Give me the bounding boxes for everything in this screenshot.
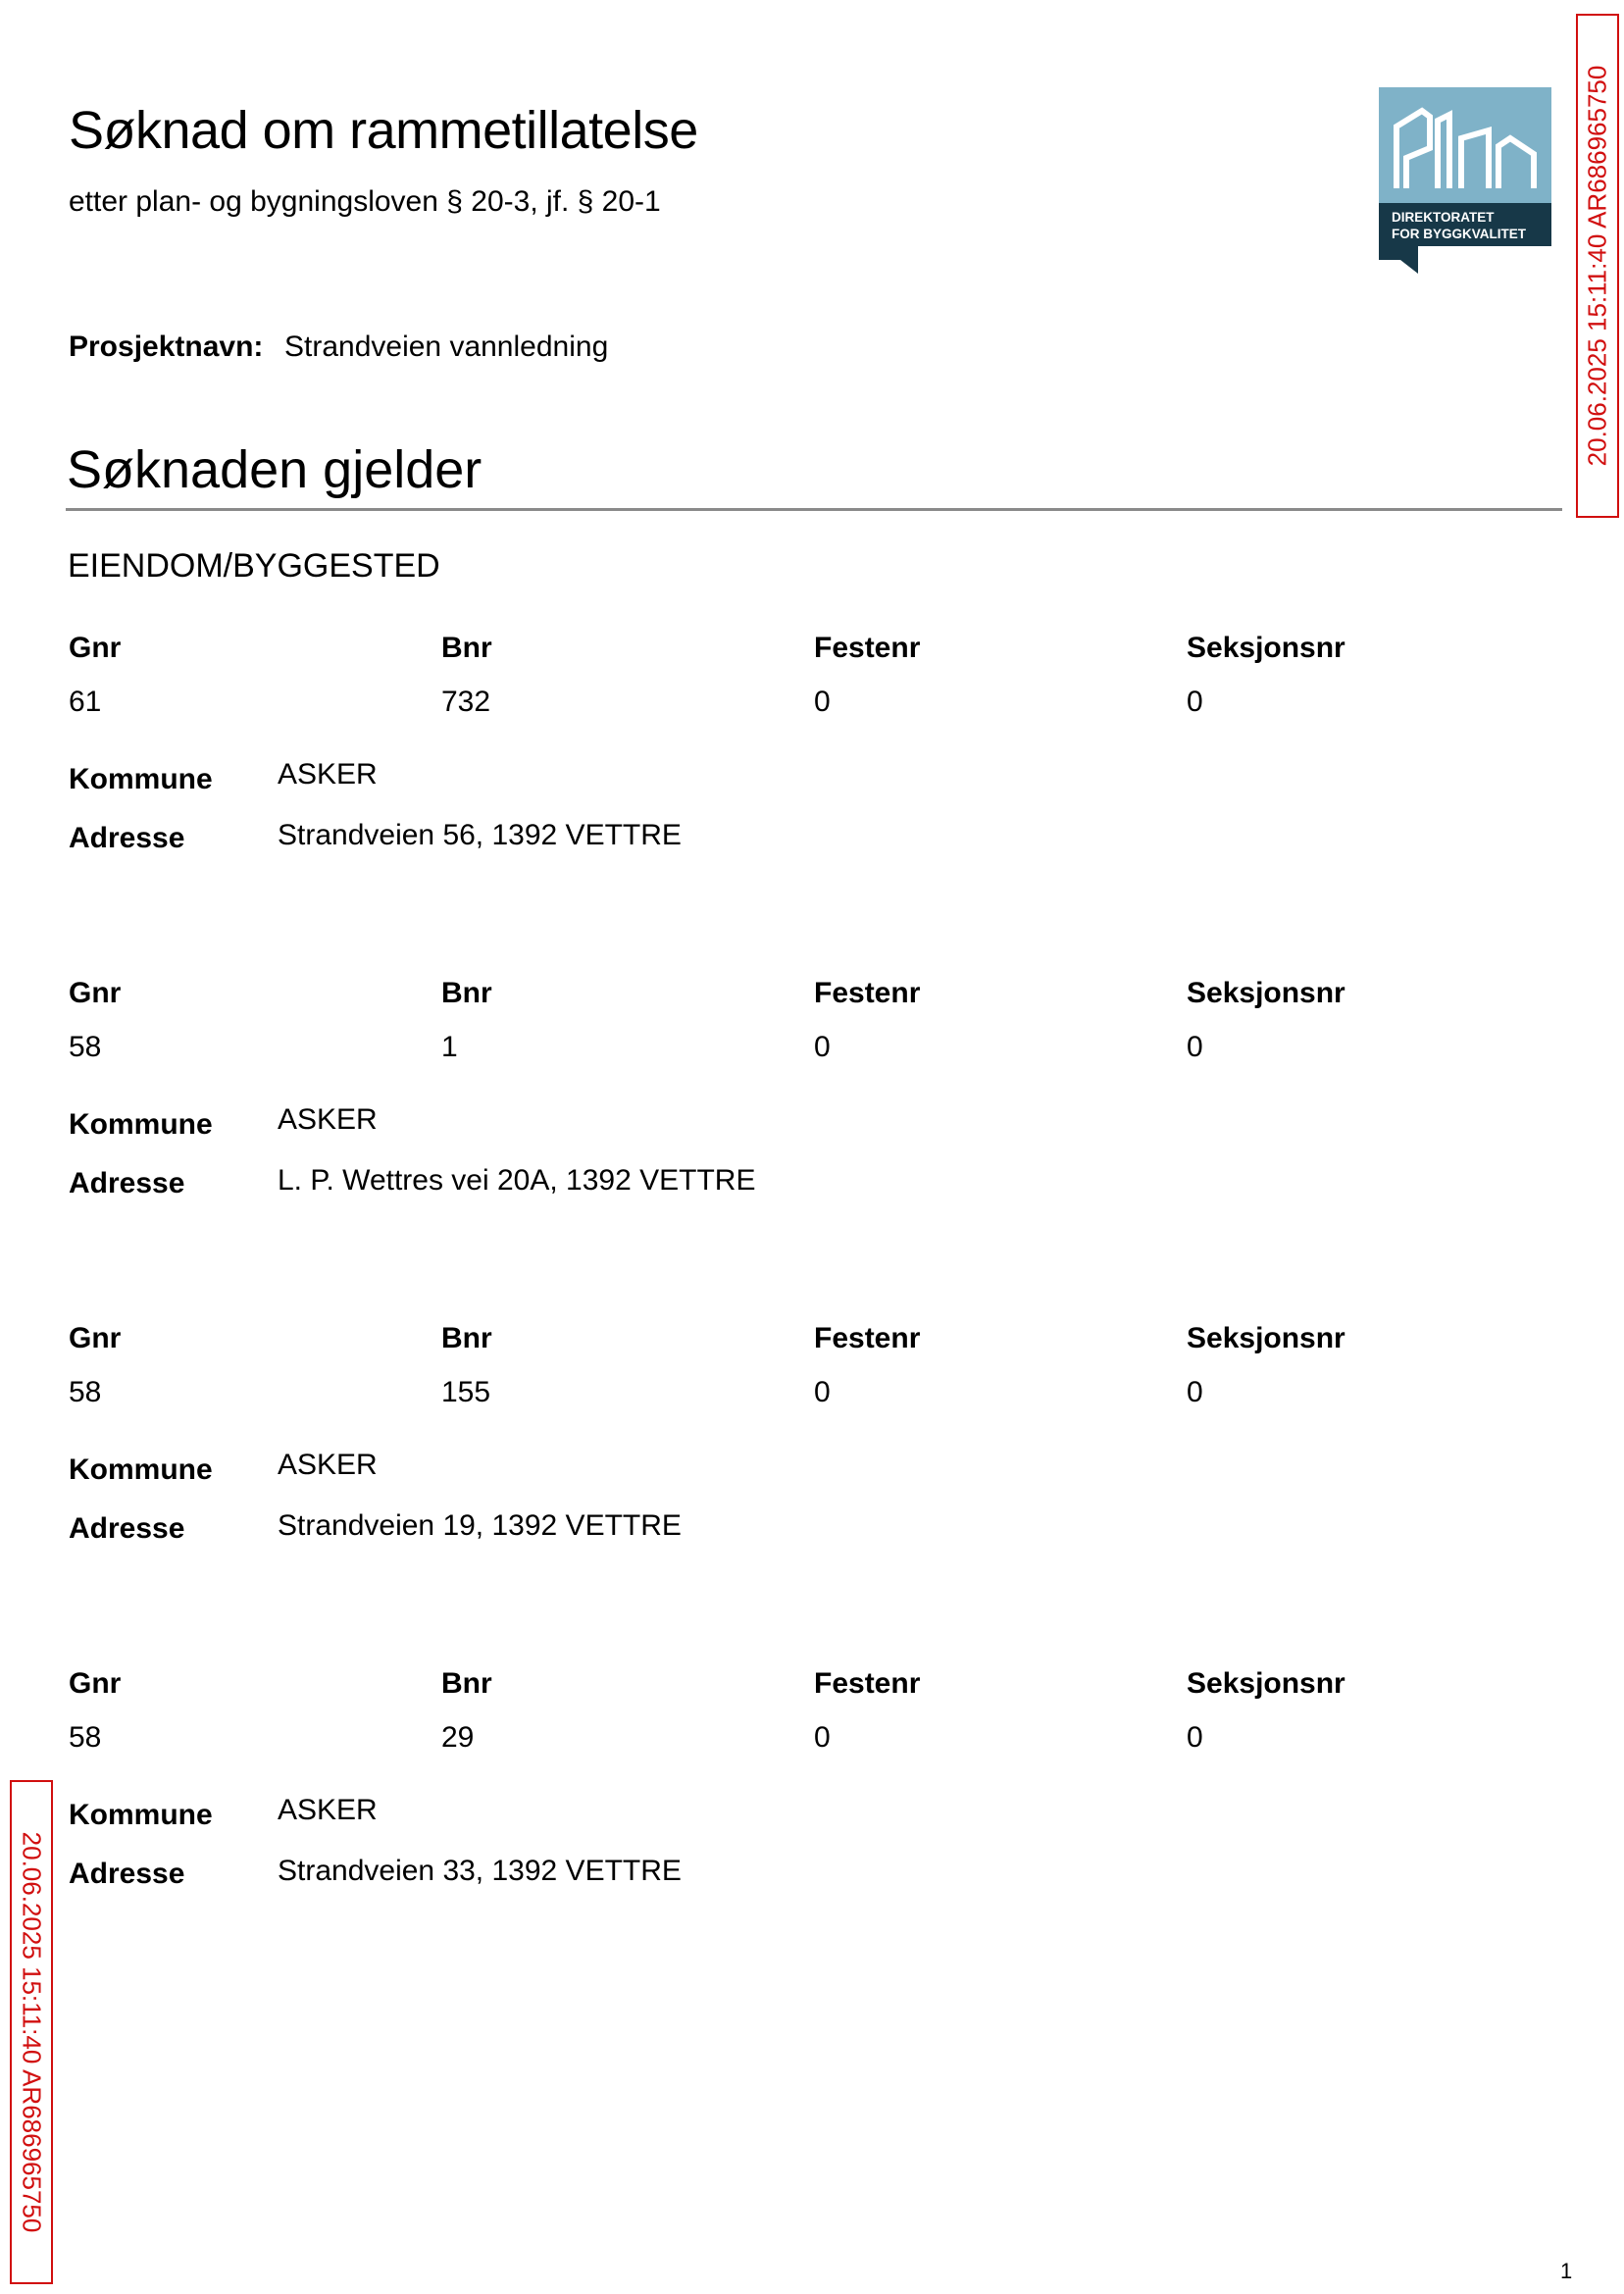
- kommune-label: Kommune: [69, 763, 213, 795]
- gnr-label: Gnr: [69, 977, 122, 1009]
- seksjonsnr-label: Seksjonsnr: [1187, 1667, 1345, 1700]
- festenr-label: Festenr: [814, 1667, 921, 1700]
- seksjonsnr-label: Seksjonsnr: [1187, 632, 1345, 664]
- kommune-label: Kommune: [69, 1453, 213, 1486]
- property-block: [69, 629, 1520, 884]
- gnr-value: 58: [69, 1376, 102, 1408]
- timestamp-stamp-bottom: [10, 1780, 53, 2284]
- adresse-value: Strandveien 56, 1392 VETTRE: [278, 819, 682, 851]
- kommune-label: Kommune: [69, 1799, 213, 1831]
- kommune-label: Kommune: [69, 1108, 213, 1141]
- adresse-label: Adresse: [69, 1512, 185, 1545]
- festenr-value: 0: [814, 1721, 831, 1754]
- adresse-value: Strandveien 33, 1392 VETTRE: [278, 1855, 682, 1887]
- logo-text-line1: DIREKTORATET: [1392, 210, 1495, 225]
- bnr-label: Bnr: [441, 1322, 492, 1354]
- adresse-value: Strandveien 19, 1392 VETTRE: [278, 1509, 682, 1542]
- bnr-label: Bnr: [441, 632, 492, 664]
- stamp-text: 20.06.2025 15:11:40 AR686965750: [17, 1831, 47, 2233]
- adresse-label: Adresse: [69, 1167, 185, 1199]
- section-heading: Søknaden gjelder: [67, 440, 482, 499]
- property-block: [69, 1664, 1520, 1919]
- adresse-label: Adresse: [69, 1858, 185, 1890]
- festenr-value: 0: [814, 1376, 831, 1408]
- seksjonsnr-label: Seksjonsnr: [1187, 1322, 1345, 1354]
- bnr-value: 732: [441, 686, 491, 718]
- bnr-value: 1: [441, 1031, 458, 1063]
- gnr-label: Gnr: [69, 632, 122, 664]
- seksjonsnr-value: 0: [1187, 686, 1203, 718]
- kommune-value: ASKER: [278, 1449, 378, 1481]
- stamp-text: 20.06.2025 15:11:40 AR686965750: [1582, 65, 1612, 467]
- kommune-value: ASKER: [278, 758, 378, 790]
- bnr-value: 155: [441, 1376, 491, 1408]
- bnr-label: Bnr: [441, 977, 492, 1009]
- page-number: 1: [1560, 2259, 1573, 2283]
- project-name-value: Strandveien vannledning: [284, 331, 609, 363]
- seksjonsnr-label: Seksjonsnr: [1187, 977, 1345, 1009]
- logo-text-line2: FOR BYGGKVALITET: [1392, 227, 1526, 241]
- project-name-label: Prosjektnavn:: [69, 331, 264, 363]
- kommune-value: ASKER: [278, 1794, 378, 1826]
- seksjonsnr-value: 0: [1187, 1376, 1203, 1408]
- festenr-value: 0: [814, 686, 831, 718]
- gnr-value: 58: [69, 1721, 102, 1754]
- seksjonsnr-value: 0: [1187, 1721, 1203, 1754]
- property-block: [69, 1319, 1520, 1574]
- section-divider: [66, 508, 1562, 511]
- property-block: [69, 974, 1520, 1229]
- festenr-label: Festenr: [814, 977, 921, 1009]
- bnr-value: 29: [441, 1721, 475, 1754]
- festenr-label: Festenr: [814, 632, 921, 664]
- adresse-value: L. P. Wettres vei 20A, 1392 VETTRE: [278, 1164, 756, 1197]
- document-subtitle: etter plan- og bygningsloven § 20-3, jf. § 20-1: [69, 185, 661, 218]
- bnr-label: Bnr: [441, 1667, 492, 1700]
- gnr-label: Gnr: [69, 1667, 122, 1700]
- gnr-label: Gnr: [69, 1322, 122, 1354]
- festenr-value: 0: [814, 1031, 831, 1063]
- festenr-label: Festenr: [814, 1322, 921, 1354]
- gnr-value: 58: [69, 1031, 102, 1063]
- adresse-label: Adresse: [69, 822, 185, 854]
- document-title: Søknad om rammetillatelse: [69, 101, 698, 160]
- kommune-value: ASKER: [278, 1103, 378, 1136]
- subsection-heading: EIENDOM/BYGGESTED: [68, 547, 440, 585]
- building-logo-icon: [1379, 87, 1551, 276]
- dibk-logo: [1379, 87, 1551, 276]
- gnr-value: 61: [69, 686, 102, 718]
- seksjonsnr-value: 0: [1187, 1031, 1203, 1063]
- timestamp-stamp-top: [1576, 14, 1619, 518]
